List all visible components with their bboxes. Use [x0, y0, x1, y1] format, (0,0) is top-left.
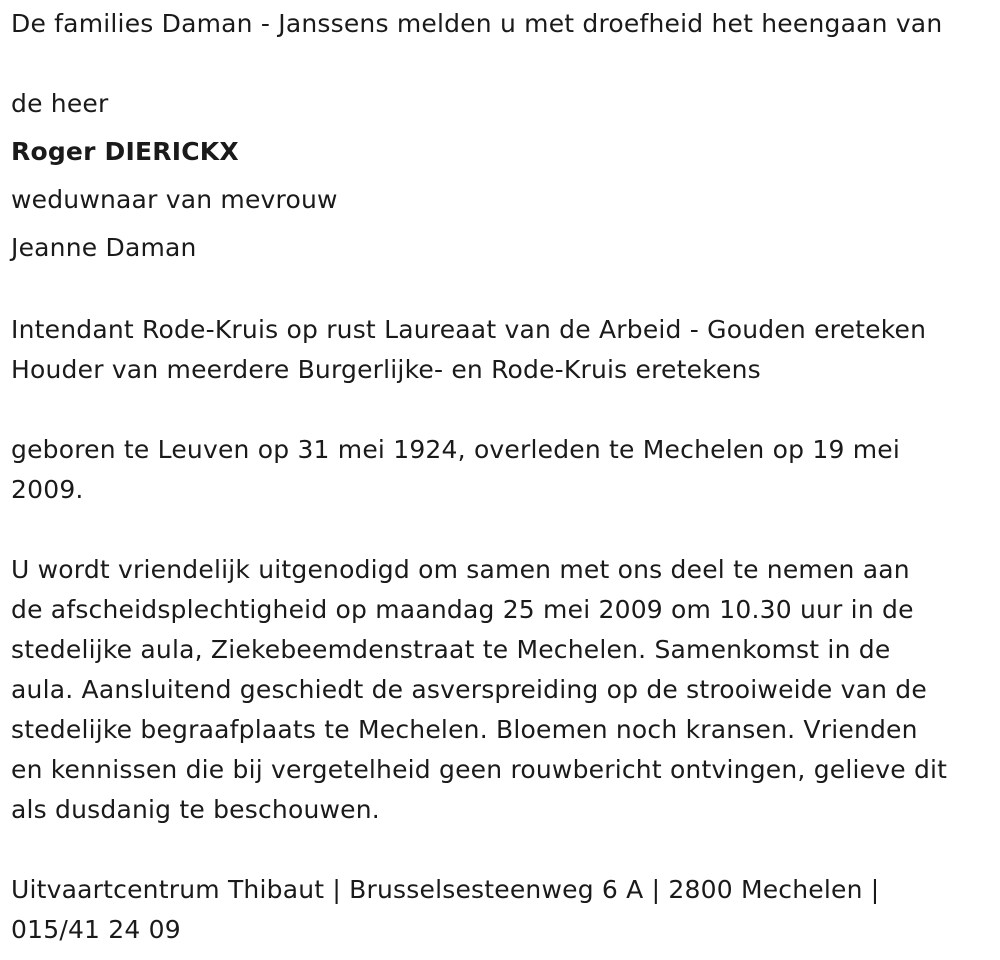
birth-death-line: 2009.: [11, 475, 84, 504]
title-label: de heer: [11, 89, 109, 118]
invitation-line: als dusdanig te beschouwen.: [11, 795, 380, 824]
honors-line: Houder van meerdere Burgerlijke- en Rode-Kruis eretekens: [11, 355, 761, 384]
birth-death-line: geboren te Leuven op 31 mei 1924, overleden te Mechelen op 19 mei: [11, 435, 900, 464]
invitation-line: stedelijke aula, Ziekebeemdenstraat te Mechelen. Samenkomst in de: [11, 635, 891, 664]
invitation-line: en kennissen die bij vergetelheid geen rouwbericht ontvingen, gelieve dit: [11, 755, 948, 784]
intro-text: De families Daman - Janssens melden u met droefheid het heengaan van: [11, 9, 943, 38]
invitation-line: stedelijke begraafplaats te Mechelen. Bloemen noch kransen. Vrienden: [11, 715, 918, 744]
funeral-home-phone: 015/41 24 09: [11, 915, 181, 944]
honors-line: Intendant Rode-Kruis op rust Laureaat van de Arbeid - Gouden ereteken: [11, 315, 927, 344]
birth-death-paragraph: [11, 430, 900, 510]
funeral-home-line: Uitvaartcentrum Thibaut | Brusselsesteenweg 6 A | 2800 Mechelen |: [11, 875, 880, 904]
invitation-paragraph: [11, 550, 947, 830]
deceased-name: Roger DIERICKX: [11, 137, 239, 166]
invitation-line: aula. Aansluitend geschiedt de asverspreiding op de strooiweide van de: [11, 675, 927, 704]
invitation-line: U wordt vriendelijk uitgenodigd om samen met ons deel te nemen aan: [11, 555, 910, 584]
funeral-home-paragraph: [11, 870, 879, 950]
honors-paragraph: [11, 310, 926, 390]
invitation-line: de afscheidsplechtigheid op maandag 25 mei 2009 om 10.30 uur in de: [11, 595, 914, 624]
spouse-name: Jeanne Daman: [11, 233, 197, 262]
widower-label: weduwnaar van mevrouw: [11, 185, 338, 214]
